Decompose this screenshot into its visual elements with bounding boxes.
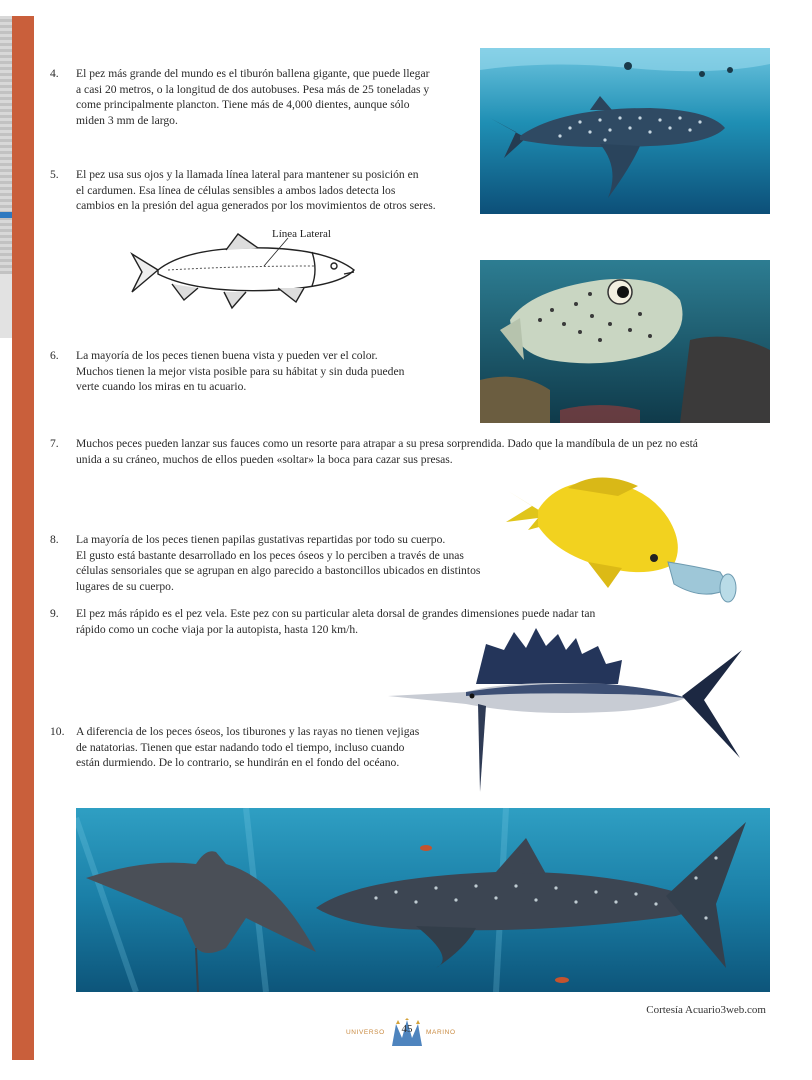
fact-number: 8. bbox=[50, 533, 59, 546]
whale-shark-photo bbox=[480, 48, 770, 214]
fact-line: células sensoriales que se agrupan en algo parecido a bastoncillos ubicados en distintos bbox=[76, 564, 481, 578]
sailfish-image bbox=[386, 620, 752, 794]
side-stripe-blue bbox=[0, 212, 12, 218]
fact-line: a casi 20 metros, o la longitud de dos autobuses. Pesa más de 25 toneladas y bbox=[76, 82, 430, 96]
page-footer bbox=[344, 1018, 464, 1048]
fact-line: Muchos tienen la mejor vista posible para su hábitat y sin duda pueden bbox=[76, 364, 405, 378]
fact-line: come principalmente plancton. Tiene más de 4,000 dientes, aunque sólo bbox=[76, 98, 410, 112]
footer-brand-right: MARINO bbox=[426, 1029, 456, 1036]
fact-item-6 bbox=[50, 348, 405, 395]
fact-line: miden 3 mm de largo. bbox=[76, 113, 178, 127]
fact-line: verte cuando los miras en tu acuario. bbox=[76, 380, 247, 394]
fact-number: 7. bbox=[50, 437, 59, 450]
fact-line: El pez usa sus ojos y la llamada línea lateral para mantener su posición en bbox=[76, 168, 419, 181]
fact-line: La mayoría de los peces tienen papilas gustativas repartidas por todo su cuerpo. bbox=[76, 533, 446, 546]
footer-brand-left: UNIVERSO bbox=[346, 1029, 385, 1036]
fact-line: Muchos peces pueden lanzar sus fauces como un resorte para atrapar a su presa sorprendida. Dado que la mandíbula de un pez no está bbox=[76, 437, 698, 450]
yellow-fish-image bbox=[498, 470, 742, 612]
fact-line: cambios en la presión del agua generados por los movimientos de otros seres. bbox=[76, 199, 436, 213]
fact-number: 4. bbox=[50, 67, 59, 80]
fact-line: El pez más rápido es el pez vela. Este pez con su particular aleta dorsal de grandes dimensiones puede nadar tan bbox=[76, 607, 596, 620]
fact-number: 9. bbox=[50, 607, 59, 620]
fact-item-5 bbox=[50, 167, 436, 214]
side-stripe-gray-lower bbox=[0, 274, 12, 338]
side-stripe-gray bbox=[0, 16, 12, 274]
pufferfish-photo bbox=[480, 260, 770, 423]
page-number: 45 bbox=[401, 1023, 413, 1035]
fact-item-10 bbox=[50, 724, 420, 771]
fact-line: de natatorias. Tienen que estar nadando todo el tiempo, incluso cuando bbox=[76, 740, 405, 754]
fact-number: 10. bbox=[50, 725, 65, 738]
fact-line: El gusto está bastante desarrollado en los peces óseos y lo perciben a través de unas bbox=[76, 548, 464, 562]
fact-line: están durmiendo. De lo contrario, se hundirán en el fondo del océano. bbox=[76, 756, 400, 770]
fact-item-7 bbox=[50, 436, 698, 467]
photo-credit: Cortesía Acuario3web.com bbox=[646, 1004, 766, 1016]
manta-ray-whale-shark-photo bbox=[76, 808, 770, 992]
fact-line: La mayoría de los peces tienen buena vista y pueden ver el color. bbox=[76, 349, 378, 362]
side-bar-orange bbox=[12, 16, 34, 1060]
fact-line: rápido como un coche viaja por la autopista, hasta 120 km/h. bbox=[76, 622, 359, 636]
lateral-line-label: Línea Lateral bbox=[272, 228, 331, 240]
fact-item-4 bbox=[50, 66, 430, 128]
fact-item-8 bbox=[50, 532, 481, 594]
fact-line: El pez más grande del mundo es el tiburón ballena gigante, que puede llegar bbox=[76, 67, 430, 80]
fact-number: 5. bbox=[50, 168, 59, 181]
fact-line: A diferencia de los peces óseos, los tiburones y las rayas no tienen vejigas bbox=[76, 725, 420, 738]
fact-line: el cardumen. Esa línea de células sensibles a ambos lados detecta los bbox=[76, 183, 396, 197]
fact-line: lugares de su cuerpo. bbox=[76, 579, 174, 593]
fact-number: 6. bbox=[50, 349, 59, 362]
fact-line: unida a su cráneo, muchos de ellos pueden «soltar» la boca para cazar sus presas. bbox=[76, 452, 453, 466]
